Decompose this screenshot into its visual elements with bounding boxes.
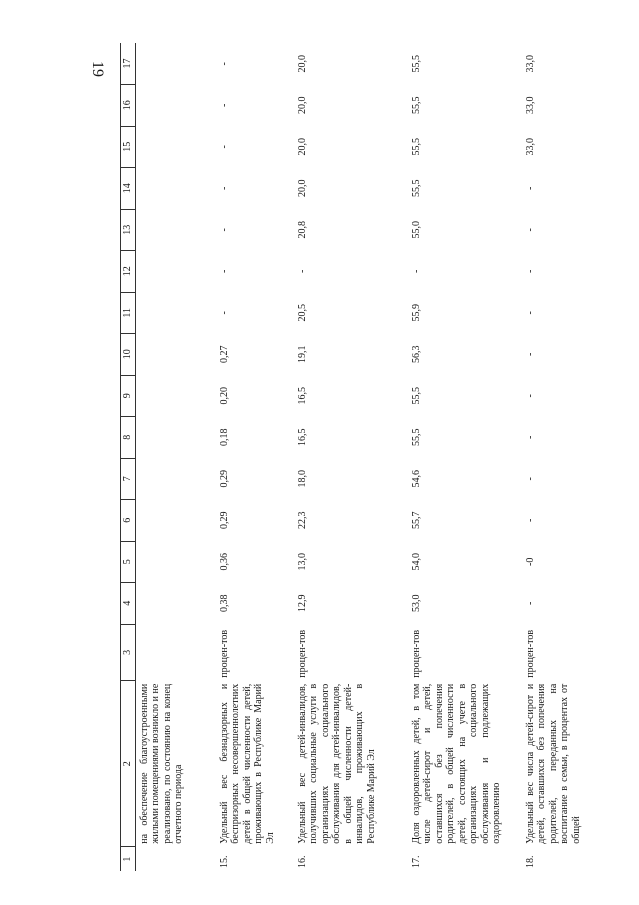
indicator-value: 22,3 xyxy=(296,511,308,530)
indicator-value xyxy=(135,500,216,542)
indicator-value: - xyxy=(524,269,536,273)
indicator-description: Удельный вес безнадзорных и беспризорных несовершеннолетних детей в общей численности детей, проживающих в Республике Марий Эл xyxy=(218,683,276,844)
indicator-value: 20,0 xyxy=(296,55,308,73)
row-number xyxy=(135,847,216,871)
unit-of-measure: процен-тов xyxy=(524,629,536,678)
indicator-description: Доля оздоровленных детей, в том числе детей-сирот и детей, оставшихся без попечения родителей, в общей численности детей, состоящих на учете в организациях социального обслуживания и подлежащих оздоровлению xyxy=(410,683,502,844)
indicator-value: - xyxy=(410,269,422,273)
indicator-value: -0 xyxy=(524,557,536,566)
column-header-3: 3 xyxy=(121,624,136,681)
indicator-value: - xyxy=(524,435,536,439)
indicator-value: 55,5 xyxy=(410,387,422,405)
indicator-value: 54,0 xyxy=(410,553,422,571)
indicator-value: 55,5 xyxy=(410,96,422,115)
indicator-value: 53,0 xyxy=(410,594,422,613)
indicator-value: 18,0 xyxy=(296,470,308,488)
page-number: 19 xyxy=(89,61,106,77)
indicator-value: 55,5 xyxy=(410,55,422,73)
indicator-value: - xyxy=(296,269,308,273)
indicator-value xyxy=(135,541,216,583)
indicator-value: - xyxy=(218,311,230,315)
table-row xyxy=(408,43,522,871)
indicator-value: 55,9 xyxy=(410,304,422,322)
indicator-value xyxy=(135,375,216,417)
row-number: 18. xyxy=(524,855,536,868)
indicator-value: 20,0 xyxy=(296,96,308,115)
column-header-11: 11 xyxy=(121,292,136,334)
indicator-value: 55,5 xyxy=(410,138,422,156)
indicator-value: 55,5 xyxy=(410,179,422,198)
table-row xyxy=(135,43,216,871)
column-header-15: 15 xyxy=(121,126,136,168)
indicator-description: Удельный вес числа детей-сирот и детей, оставшихся без попечения родителей, переданных на воспитание в семьи, в процентах от общей xyxy=(524,683,582,844)
indicator-value: 0,38 xyxy=(218,594,230,613)
indicator-value: 16,5 xyxy=(296,387,308,405)
indicator-value xyxy=(135,292,216,334)
indicator-value: - xyxy=(524,352,536,356)
indicator-value: - xyxy=(218,269,230,273)
indicator-value: 20,8 xyxy=(296,221,308,239)
indicator-value xyxy=(135,168,216,210)
unit-of-measure: процен-тов xyxy=(296,629,308,678)
column-header-16: 16 xyxy=(121,85,136,127)
indicator-value: - xyxy=(524,477,536,481)
indicator-value: 0,36 xyxy=(218,553,230,571)
column-number-header-row xyxy=(121,43,136,871)
indicator-value: 16,5 xyxy=(296,428,308,447)
indicator-value xyxy=(135,251,216,293)
indicator-value: 55,7 xyxy=(410,511,422,530)
indicator-value: - xyxy=(524,311,536,315)
indicator-value: - xyxy=(524,601,536,605)
column-header-5: 5 xyxy=(121,541,136,583)
indicator-value: 54,6 xyxy=(410,470,422,488)
indicator-value xyxy=(135,209,216,251)
column-header-17: 17 xyxy=(121,43,136,85)
indicator-value: 0,18 xyxy=(218,428,230,447)
rotated-table-container xyxy=(120,43,608,871)
indicator-value: - xyxy=(524,228,536,232)
indicator-value: 20,5 xyxy=(296,304,308,322)
indicator-value: 13,0 xyxy=(296,553,308,571)
indicator-value: - xyxy=(524,394,536,398)
indicator-value: 33,0 xyxy=(524,55,536,73)
indicator-description: на обеспечение благоустроенными жилыми помещениями возникло и не реализовано, по состоянию на конец отчетного периода xyxy=(138,683,184,844)
indicator-value xyxy=(135,583,216,625)
column-header-7: 7 xyxy=(121,458,136,500)
row-number: 15. xyxy=(218,855,230,868)
indicator-value xyxy=(135,417,216,459)
column-header-14: 14 xyxy=(121,168,136,210)
indicator-value: 55,5 xyxy=(410,428,422,447)
indicator-value xyxy=(135,458,216,500)
column-header-4: 4 xyxy=(121,583,136,625)
indicator-value: - xyxy=(218,145,230,149)
indicator-value: 20,0 xyxy=(296,179,308,198)
column-header-8: 8 xyxy=(121,417,136,459)
indicator-value: - xyxy=(524,518,536,522)
column-header-13: 13 xyxy=(121,209,136,251)
indicator-value xyxy=(135,126,216,168)
indicator-value: 19,1 xyxy=(296,345,308,364)
indicator-value xyxy=(135,85,216,127)
indicator-value: 0,29 xyxy=(218,511,230,530)
indicator-value: 55,0 xyxy=(410,221,422,239)
indicators-table xyxy=(120,43,624,871)
indicator-value: - xyxy=(218,62,230,66)
indicator-value: 56,3 xyxy=(410,345,422,364)
table-row xyxy=(522,43,624,871)
indicator-value: - xyxy=(218,228,230,232)
indicator-value: - xyxy=(218,186,230,190)
indicator-description: Удельный вес детей-инвалидов, получивших социальные услуги в организациях социального обслуживания для детей-инвалидов, в общей численности детей-инвалидов, проживающих в Республике Марий Эл xyxy=(296,683,377,844)
indicator-value xyxy=(135,334,216,376)
indicator-value: - xyxy=(524,186,536,190)
indicator-value: 33,0 xyxy=(524,138,536,156)
indicator-value: 33,0 xyxy=(524,96,536,115)
indicator-value: 0,29 xyxy=(218,470,230,488)
column-header-2: 2 xyxy=(121,681,136,847)
table-body xyxy=(135,43,624,871)
indicator-value xyxy=(135,43,216,85)
indicator-value: 20,0 xyxy=(296,138,308,156)
table-row xyxy=(216,43,294,871)
row-number: 16. xyxy=(296,855,308,868)
column-header-10: 10 xyxy=(121,334,136,376)
unit-of-measure: процен-тов xyxy=(218,629,230,678)
column-header-12: 12 xyxy=(121,251,136,293)
indicator-value: 12,9 xyxy=(296,594,308,613)
column-header-9: 9 xyxy=(121,375,136,417)
table-row xyxy=(294,43,408,871)
column-header-6: 6 xyxy=(121,500,136,542)
indicator-value: 0,27 xyxy=(218,345,230,364)
indicator-value: 0,20 xyxy=(218,387,230,405)
row-number: 17. xyxy=(410,855,422,868)
indicator-value: - xyxy=(218,103,230,107)
unit-of-measure: процен-тов xyxy=(410,629,422,678)
column-header-1: 1 xyxy=(121,847,136,871)
unit-of-measure xyxy=(135,624,216,681)
